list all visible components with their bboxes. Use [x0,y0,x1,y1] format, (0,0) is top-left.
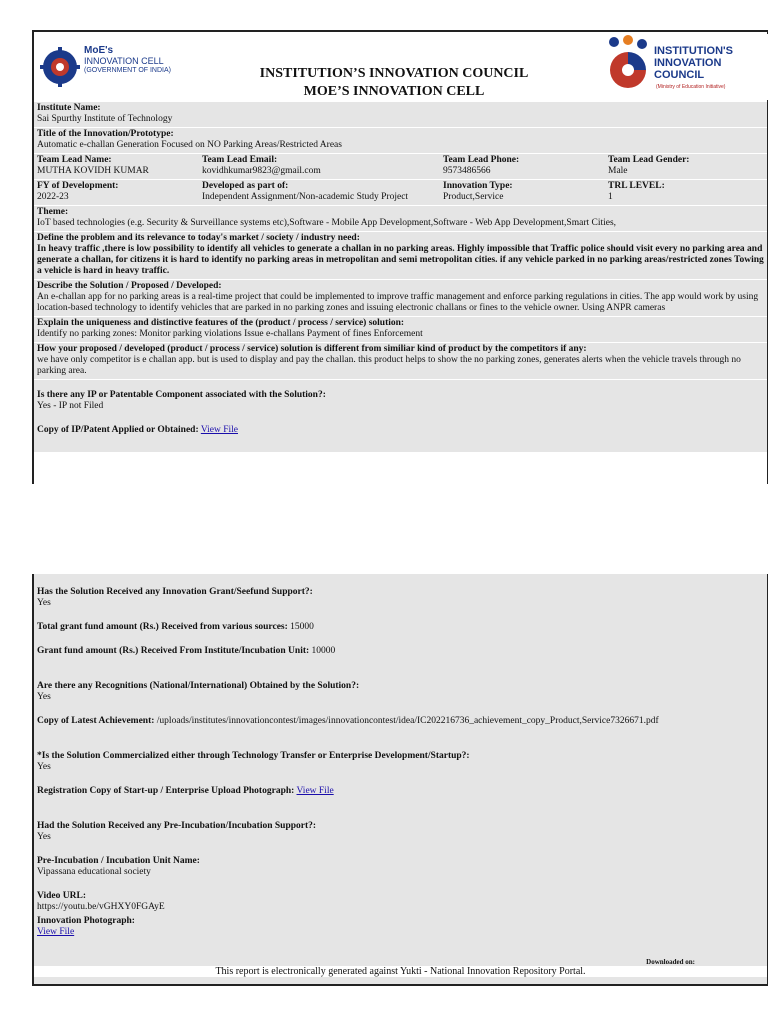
commercialization-label: *Is the Solution Commercialized either through Technology Transfer or Enterprise Development/Startup?: [37,751,470,761]
iic-line2: INNOVATION [654,57,722,69]
achievement-label: Copy of Latest Achievement: [37,716,155,726]
incubation-unit-value: Vipassana educational society [37,867,151,877]
moe-logo-text [84,46,171,76]
team-lead-row [34,154,767,180]
competitor-value: we have only competitor is e challan app. but is used to display and pay the challan. this product helps to show the no parking zones, generates alerts when the vehicle travels through no parking area. [37,355,741,376]
incubation-unit-row [37,856,764,878]
recognition-section [34,657,767,727]
ip-copy-row [37,425,765,436]
iic-logo-text [654,45,733,81]
innovation-type-value: Product,Service [443,192,504,202]
team-lead-email-label: Team Lead Email: [202,155,278,165]
title-line-1: INSTITUTION’S INNOVATION COUNCIL [259,66,529,81]
innovation-title-label: Title of the Innovation/Prototype: [37,129,174,139]
ip-copy-view-file-link[interactable]: View File [200,425,238,435]
problem-section [34,232,767,280]
uniqueness-value: Identify no parking zones: Monitor parking violations Issue e-challans Payment of fines Enforcement [37,329,423,339]
team-lead-phone-label: Team Lead Phone: [443,155,520,165]
video-section [34,878,767,913]
registration-row [37,786,764,797]
team-lead-name-value: MUTHA KOVIDH KUMAR [37,166,149,176]
report-page-1 [32,30,768,484]
moe-logo-line2: INNOVATION CELL [84,56,164,66]
team-lead-gender-value: Male [608,166,628,176]
problem-value: In heavy traffic ,there is low possibility to identify all vehicles to generate a challan in no parking areas. Highly impossible that Traffic police should visit every no parking area and generate a challan, for citizens it is hard to identify no parking areas in metropolitan and semi metropolitan cities. if any vehicle parked in no parking areas/restricted zones Towing a vehicle is hard in heavy traffic. [37,244,764,276]
registration-label: Registration Copy of Start-up / Enterprise Upload Photograph: [37,786,295,796]
theme-section [34,206,767,232]
incubation-value: Yes [37,832,51,842]
achievement-path: /uploads/institutes/innovationcontest/images/innovationcontest/idea/IC202216736_achievement_copy_Product,Service7326671.pdf [156,716,659,726]
iic-emblem-icon [602,34,654,94]
institute-name-label: Institute Name: [37,103,101,113]
trl-level-label: TRL LEVEL: [608,181,665,191]
incubation-label: Had the Solution Received any Pre-Incubation/Incubation Support?: [37,821,317,831]
registration-view-file-link[interactable]: View File [296,786,334,796]
institute-grant-row [37,646,764,657]
theme-value: IoT based technologies (e.g. Security & Surveillance systems etc),Software - Mobile App Development,Software - Web App Development,Smart Cities, [37,218,617,228]
fy-value: 2022-23 [37,192,69,202]
incubation-section [34,797,767,878]
photo-section [34,913,767,938]
total-grant-row [37,622,764,633]
moe-logo-line1: MoE's [84,45,114,56]
development-row [34,180,767,206]
competitor-section [34,343,767,380]
problem-label: Define the problem and its relevance to today's market / society / industry need: [37,233,360,243]
iic-tagline: (Ministry of Education Initiative) [656,84,726,90]
photo-label: Innovation Photograph: [37,916,135,926]
achievement-row [37,716,764,727]
video-url: https://youtu.be/vGHXY0FGAyE [37,902,165,912]
solution-label: Describe the Solution / Proposed / Developed: [37,281,222,291]
commercialization-section [34,727,767,797]
grant-section [34,574,767,657]
recognition-value: Yes [37,692,51,702]
moe-innovation-cell-logo [40,46,176,88]
team-lead-name-label: Team Lead Name: [37,155,112,165]
uniqueness-section [34,317,767,343]
developed-as-part-value: Independent Assignment/Non-academic Study Project [202,192,409,202]
innovation-title-section [34,128,767,154]
iic-line3: COUNCIL [654,69,705,81]
title-line-2: MOE’S INNOVATION CELL [303,84,485,99]
solution-section [34,280,767,317]
institute-grant-value: 10000 [311,646,336,656]
total-grant-label: Total grant fund amount (Rs.) Received from various sources: [37,622,288,632]
report-title [194,65,594,101]
brain-gear-icon [40,46,80,88]
innovation-title-value: Automatic e-challan Generation Focused on NO Parking Areas/Restricted Areas [37,140,342,150]
fy-label: FY of Development: [37,181,119,191]
report-header [34,32,767,102]
grant-value: Yes [37,598,51,608]
solution-value: An e-challan app for no parking areas is a real-time project that could be implemented to improve traffic management and enforce parking regulations in cities. The app would work by using location-based technology to identify vehicles that are parked in no parking zones and issuing electronic challans or fines to the vehicle owner. Using ANPR cameras [37,292,759,313]
team-lead-gender-label: Team Lead Gender: [608,155,690,165]
team-lead-email-value: kovidhkumar9823@gmail.com [202,166,321,176]
incubation-unit-label: Pre-Incubation / Incubation Unit Name: [37,856,200,866]
report-page-2 [32,574,768,986]
theme-label: Theme: [37,207,69,217]
institute-name-value: Sai Spurthy Institute of Technology [37,114,173,124]
video-label: Video URL: [37,891,86,901]
commercialization-value: Yes [37,762,51,772]
team-lead-phone-value: 9573486566 [443,166,491,176]
innovation-type-label: Innovation Type: [443,181,513,191]
footer-text: This report is electronically generated against Yukti - National Innovation Repository Portal. [34,966,767,977]
iic-line1: INSTITUTION'S [654,45,734,57]
recognition-label: Are there any Recognitions (National/International) Obtained by the Solution?: [37,681,360,691]
uniqueness-label: Explain the uniqueness and distinctive features of the (product / process / service) solution: [37,318,405,328]
ip-label: Is there any IP or Patentable Component associated with the Solution?: [37,390,326,400]
iic-logo [602,34,768,100]
photo-view-file-link[interactable]: View File [37,927,75,937]
competitor-label: How your proposed / developed (product / process / service) solution is different from similiar kind of product by the competitors if any: [37,344,587,354]
moe-logo-line3: (GOVERNMENT OF INDIA) [84,67,171,74]
ip-value: Yes - IP not Filed [37,401,104,411]
ip-section [34,380,767,453]
institute-grant-label: Grant fund amount (Rs.) Received From Institute/Incubation Unit: [37,646,310,656]
institute-name-section [34,102,767,128]
downloaded-on: Downloaded on: [646,958,695,966]
trl-level-value: 1 [608,192,613,202]
grant-label: Has the Solution Received any Innovation Grant/Seefund Support?: [37,587,313,597]
total-grant-value: 15000 [290,622,314,632]
developed-as-part-label: Developed as part of: [202,181,289,191]
ip-copy-label: Copy of IP/Patent Applied or Obtained: [37,425,199,435]
page-2-content [34,574,767,938]
